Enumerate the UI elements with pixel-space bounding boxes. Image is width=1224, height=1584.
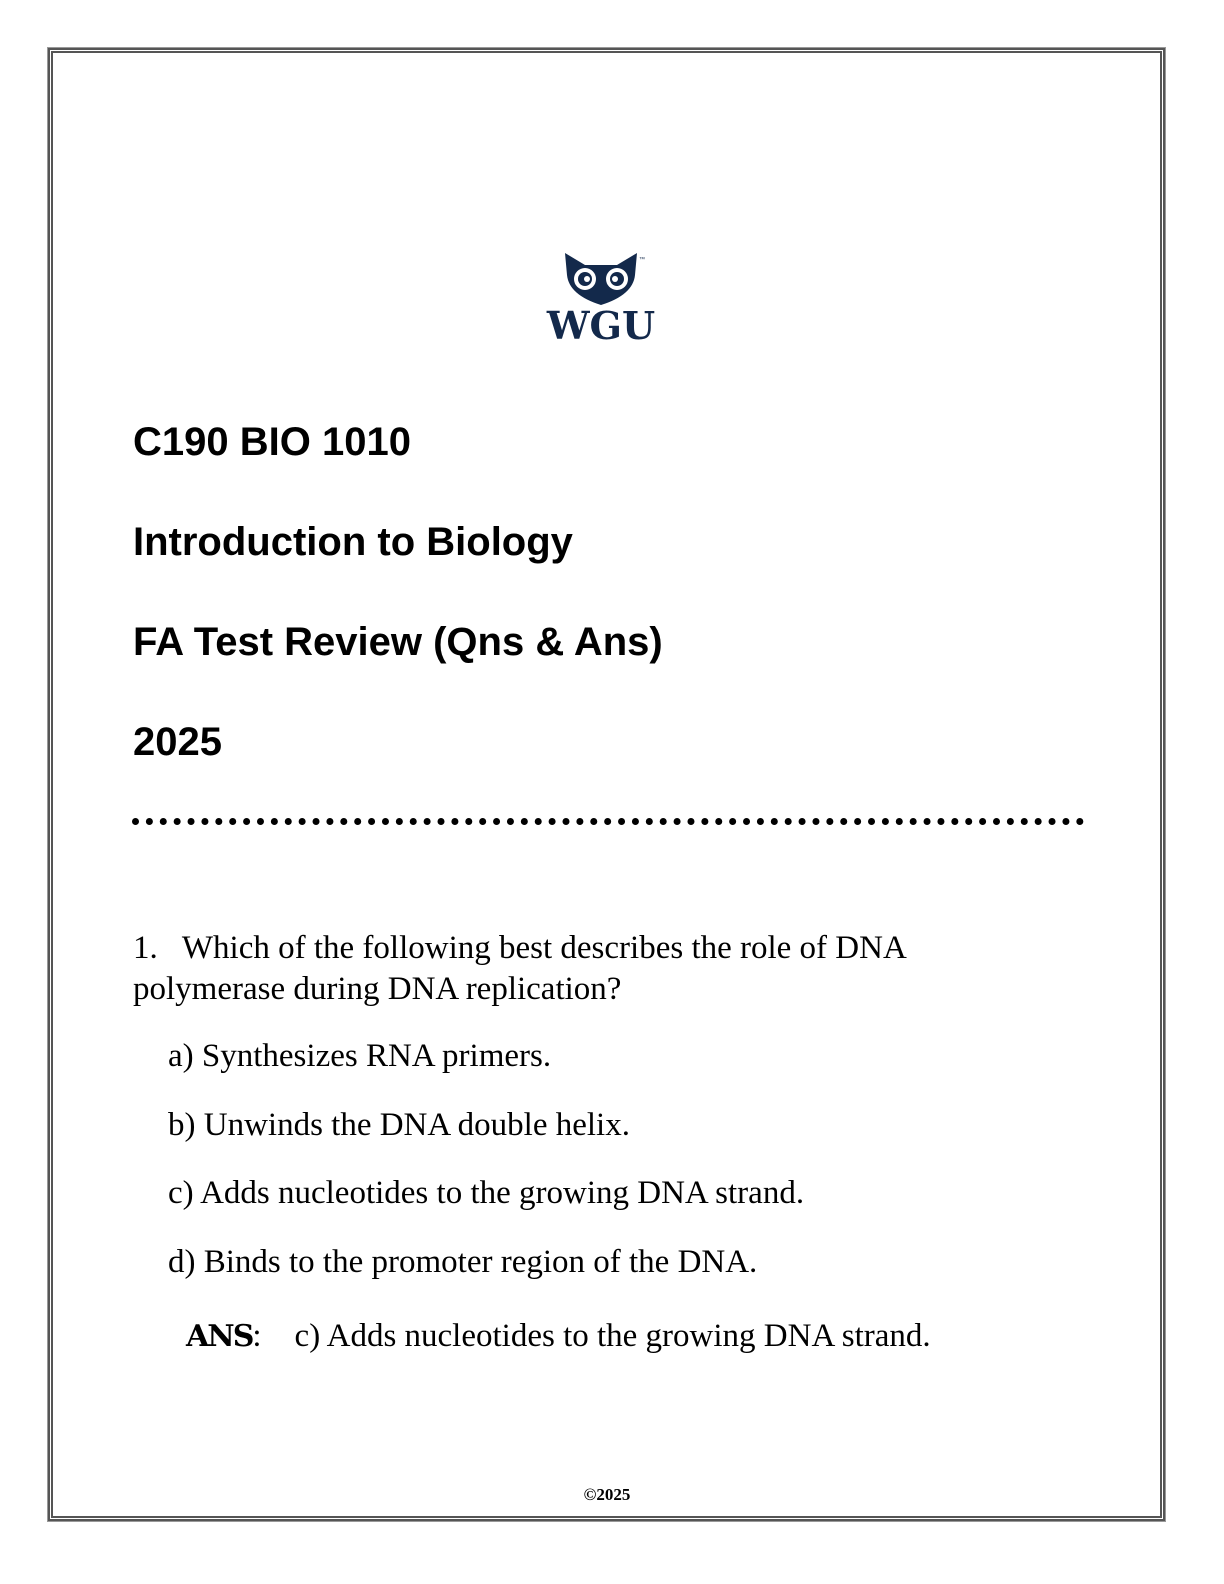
document-title: FA Test Review (Qns & Ans) [133,620,663,664]
dotted-divider [132,818,1084,835]
option-b: b) Unwinds the DNA double helix. [168,1107,630,1143]
question-text: 1. Which of the following best describes the role of DNA polymerase during DNA replication? [133,930,905,1007]
footer-copyright: ©2025 [583,1485,631,1504]
option-a: a) Synthesizes RNA primers. [168,1038,552,1074]
wgu-logo [537,235,665,365]
course-title: Introduction to Biology [133,520,573,564]
svg-text:WGU: WGU [546,303,656,348]
svg-text:™: ™ [639,257,645,263]
option-d: d) Binds to the promoter region of the DNA. [168,1244,758,1280]
year: 2025 [133,720,222,764]
answer: ANS: c) Adds nucleotides to the growing DNA strand. [186,1318,931,1354]
option-c: c) Adds nucleotides to the growing DNA strand. [168,1175,805,1211]
course-code: C190 BIO 1010 [133,420,411,464]
